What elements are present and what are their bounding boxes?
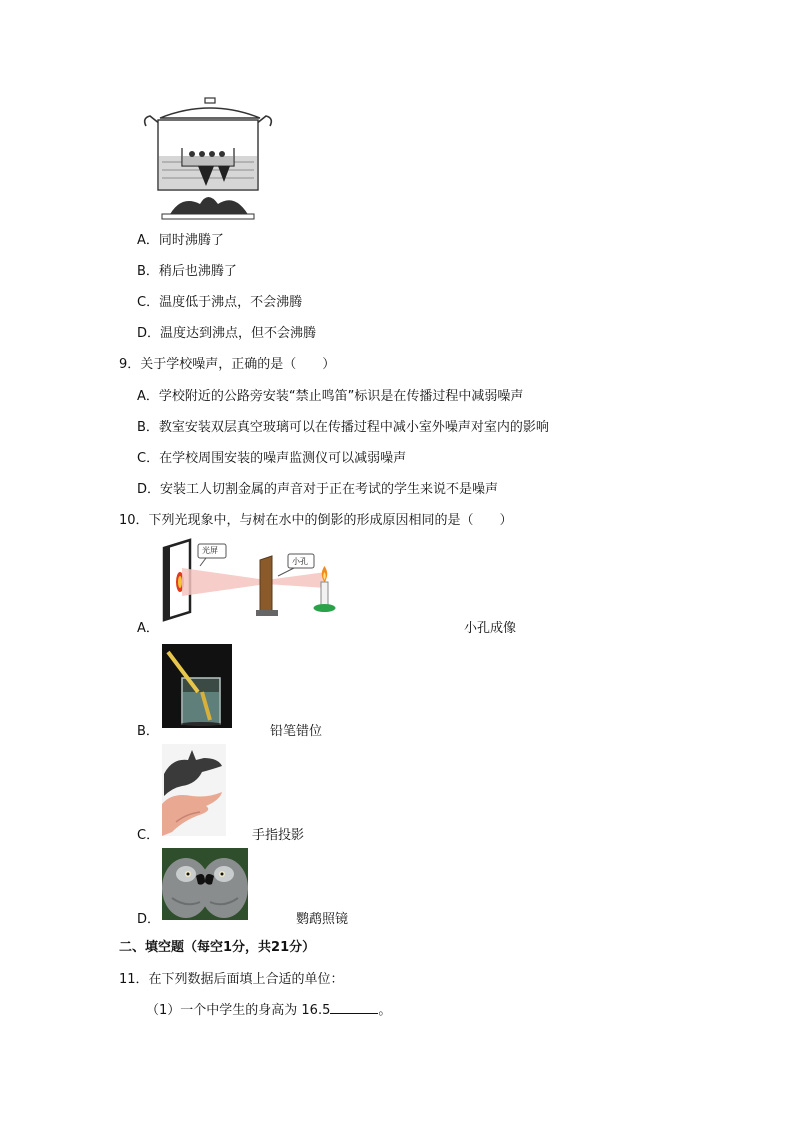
- q10-option-a-caption: 小孔成像: [464, 621, 517, 636]
- label-screen: 光屏: [202, 546, 218, 555]
- q8-option-c: C．温度低于沸点，不会沸腾: [137, 295, 303, 310]
- pencil-in-water-photo: [162, 644, 232, 728]
- q9-option-d: D．安装工人切割金属的声音对于正在考试的学生来说不是噪声: [137, 482, 499, 497]
- q10-option-c-letter: C．: [137, 828, 160, 843]
- q8-option-b: B．稍后也沸腾了: [137, 264, 237, 279]
- q9-stem: 9．关于学校噪声，正确的是（ ）: [119, 357, 336, 372]
- section-heading: 二、填空题（每空1分，共21分）: [119, 940, 316, 955]
- q11-sub1-blank: [330, 1001, 378, 1014]
- q10-option-b-caption: 铅笔错位: [270, 724, 323, 739]
- q10-option-c-caption: 手指投影: [252, 828, 305, 843]
- q11-sub1-suffix: 。: [378, 1003, 392, 1018]
- q11-sub1-prefix: （1）一个中学生的身高为 16.5: [146, 1003, 331, 1018]
- parrot-mirror-photo: [162, 848, 248, 920]
- q8-option-d: D．温度达到沸点，但不会沸腾: [137, 326, 317, 341]
- q8-option-a: A．同时沸腾了: [137, 233, 224, 248]
- boiling-pot-figure: [140, 96, 276, 220]
- q9-option-c: C．在学校周围安装的噪声监测仪可以减弱噪声: [137, 451, 407, 466]
- label-pinhole: 小孔: [292, 557, 308, 566]
- q9-option-a: A．学校附近的公路旁安装“禁止鸣笛”标识是在传播过程中减弱噪声: [137, 389, 524, 404]
- q10-option-d-letter: D．: [137, 912, 161, 927]
- hand-shadow-photo: [162, 744, 226, 836]
- q11-stem: 11．在下列数据后面填上合适的单位：: [119, 972, 344, 987]
- pinhole-imaging-figure: [160, 538, 360, 622]
- q10-option-d-caption: 鹦鹉照镜: [296, 912, 349, 927]
- q10-option-a-letter: A．: [137, 621, 159, 636]
- q11-sub1: [146, 999, 391, 1018]
- q10-stem: 10．下列光现象中，与树在水中的倒影的形成原因相同的是（ ）: [119, 513, 513, 528]
- q9-option-b: B．教室安装双层真空玻璃可以在传播过程中减小室外噪声对室内的影响: [137, 420, 549, 435]
- q10-option-b-letter: B．: [137, 724, 159, 739]
